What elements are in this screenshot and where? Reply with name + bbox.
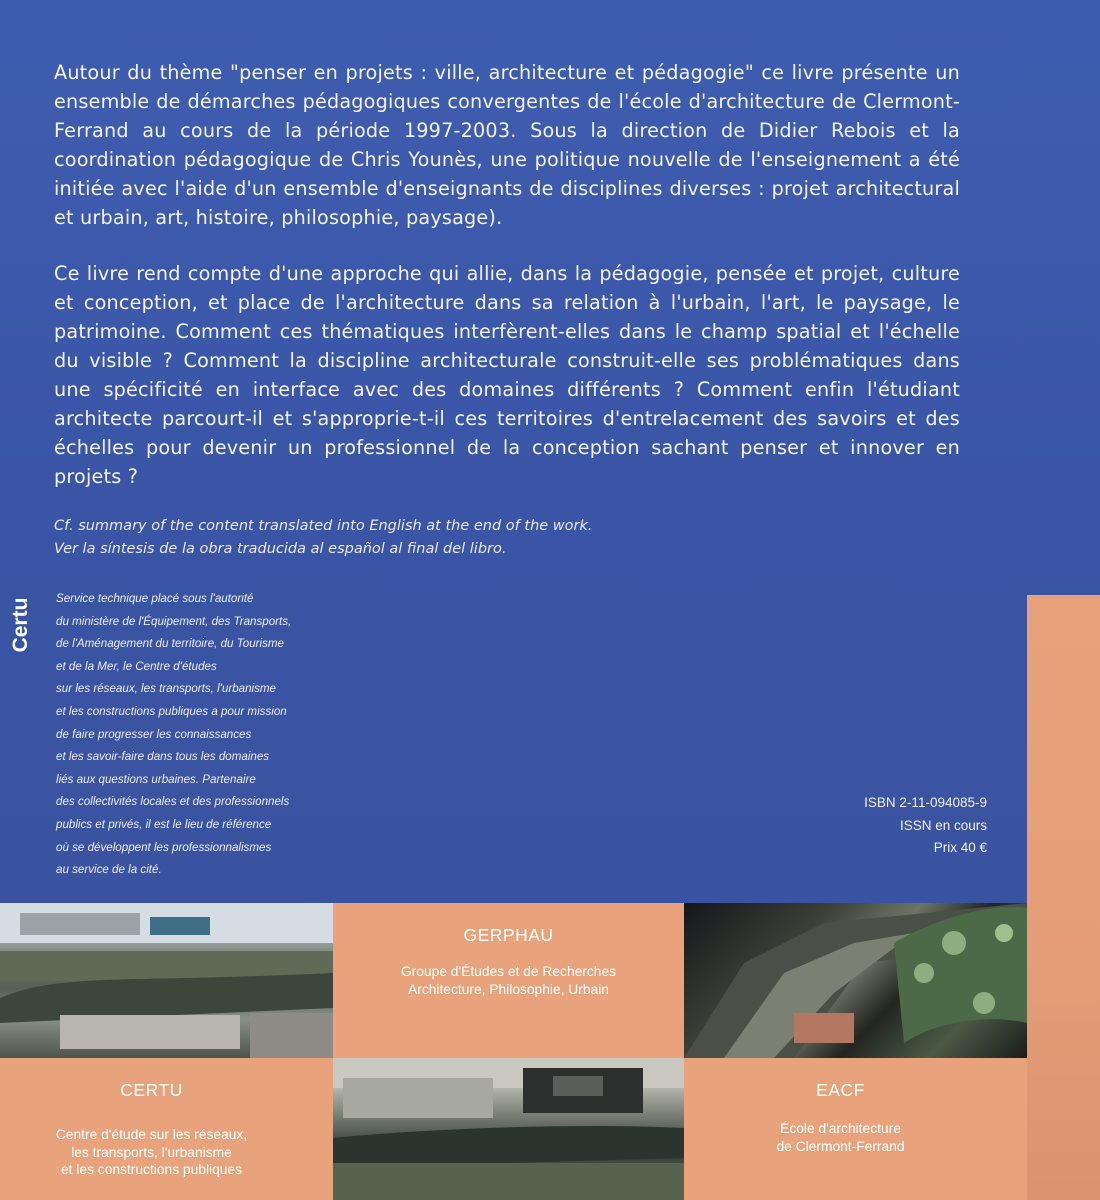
eacf-title: EACF	[816, 1080, 865, 1100]
service-line: et les constructions publiques a pour mission	[56, 704, 287, 718]
gerphau-line: Architecture, Philosophie, Urbain	[408, 981, 609, 997]
gerphau-line: Groupe d'Études et de Recherches	[400, 964, 617, 979]
service-description	[56, 588, 396, 882]
certu-title: CERTU	[120, 1080, 183, 1100]
service-line: publics et privés, il est le lieu de référence	[56, 817, 272, 831]
service-line: et les savoir-faire dans tous les domaines	[56, 750, 270, 764]
intro-paragraph-2: Ce livre rend compte d'une approche qui allie, dans la pédagogie, pensée et projet, culture et conception, et place de l'architecture dans sa relation à l'urbain, l'art, le paysage, le patrimoine. Comment ces thématiques interfèrent-elles dans le champ spatial et l'échelle du visible ? Comment la discipline architecturale construit-elle ses problématiques dans une spécificité en interface avec des domaines différents ? Comment enfin l'étudiant architecte parcourt-il et s'approprie-t-il ces territoires d'entrelacement des savoirs et des échelles pour devenir un professionnel de la conception sachant penser et innover en projets ?	[54, 262, 960, 488]
eacf-panel	[684, 1058, 1027, 1200]
gerphau-panel	[333, 903, 684, 1058]
certu-vertical-logo	[10, 590, 32, 660]
service-line: des collectivités locales et des professionnels	[56, 795, 290, 809]
certu-subtitle	[0, 1126, 333, 1179]
certu-logo-text: Certu	[9, 597, 32, 653]
architecture-model-photo-3	[333, 1058, 684, 1200]
certu-line: et les constructions publiques	[61, 1162, 242, 1177]
eacf-line: de Clermont-Ferrand	[776, 1138, 905, 1154]
eacf-line: École d'architecture	[780, 1121, 901, 1136]
service-line: du ministère de l'Équipement, des Transports,	[56, 614, 292, 628]
certu-panel	[0, 1058, 333, 1200]
english-note: Cf. summary of the content translated into English at the end of the work.	[54, 518, 593, 534]
spanish-note: Ver la síntesis de la obra traducida al español al final del libro.	[54, 541, 507, 557]
architecture-model-photo-2	[684, 903, 1027, 1058]
publication-info	[864, 792, 987, 860]
translation-notes	[54, 515, 754, 561]
service-line: où se développent les professionnalismes	[56, 840, 272, 854]
gerphau-subtitle	[333, 963, 684, 998]
eacf-subtitle	[684, 1120, 1027, 1155]
architecture-model-photo-1	[0, 903, 333, 1058]
service-line: de l'Aménagement du territoire, du Tourisme	[56, 637, 284, 651]
service-line: liés aux questions urbaines. Partenaire	[56, 772, 256, 786]
certu-line: Centre d'étude sur les réseaux,	[55, 1127, 248, 1142]
service-line: Service technique placé sous l'autorité	[56, 592, 254, 605]
orange-side-strip	[1027, 595, 1100, 1200]
intro-paragraph-1: Autour du thème "penser en projets : ville, architecture et pédagogie" ce livre présente un ensemble de démarches pédagogiques convergentes de l'école d'architecture de Clermont-Ferrand au cours de la période 1997-2003. Sous la direction de Didier Rebois et la coordination pédagogique de Chris Younès, une politique nouvelle de l'enseignement a été initiée avec l'aide d'un ensemble d'enseignants de disciplines diverses : projet architectural et urbain, art, histoire, philosophie, paysage).	[54, 61, 960, 229]
gerphau-title: GERPHAU	[463, 925, 554, 945]
service-line: au service de la cité.	[56, 863, 162, 877]
issn: ISSN en cours	[899, 817, 987, 833]
price: Prix 40 €	[933, 840, 987, 855]
service-line: de faire progresser les connaissances	[56, 727, 252, 741]
service-line: et de la Mer, le Centre d'études	[56, 659, 217, 673]
isbn: ISBN 2-11-094085-9	[864, 795, 987, 810]
service-line: sur les réseaux, les transports, l'urbanisme	[56, 682, 277, 696]
certu-line: les transports, l'urbanisme	[71, 1144, 232, 1160]
